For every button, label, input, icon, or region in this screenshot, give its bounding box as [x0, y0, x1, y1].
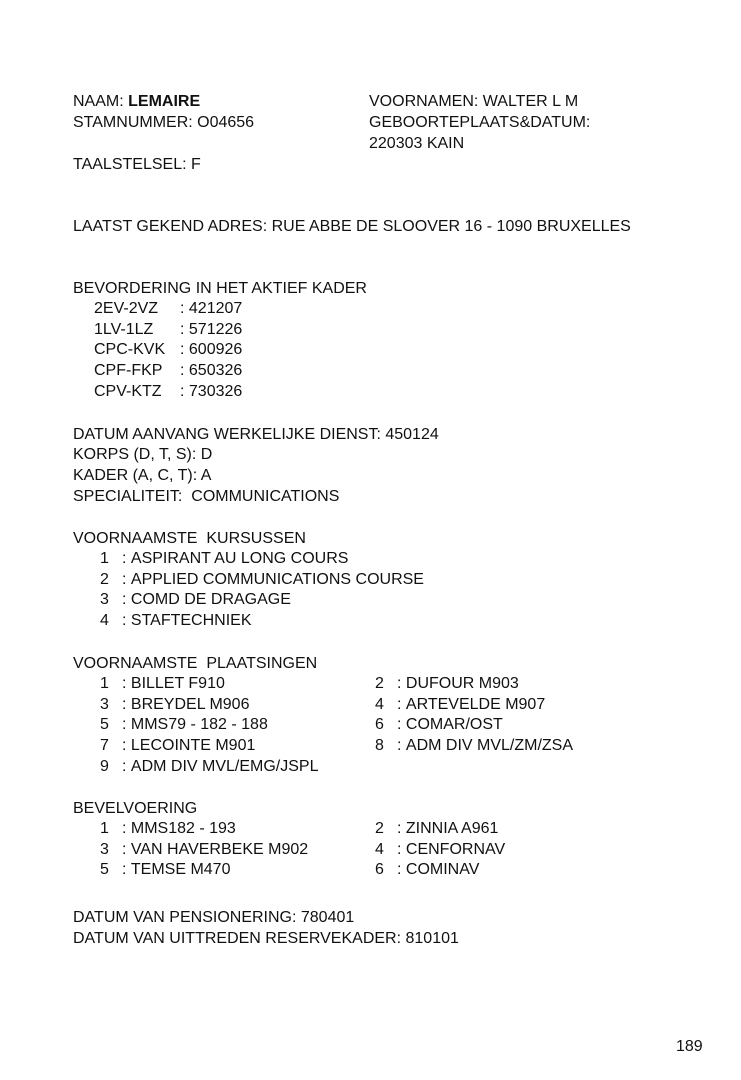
item-text: ADM DIV MVL/ZM/ZSA	[405, 737, 574, 755]
naam-line	[73, 92, 200, 112]
item-number: 4	[100, 612, 109, 630]
specialiteit: SPECIALITEIT: COMMUNICATIONS	[73, 488, 340, 505]
datum-uittreden: DATUM VAN UITTREDEN RESERVEKADER: 810101	[73, 930, 459, 947]
list-item: 1 : MMS182 - 193	[100, 819, 308, 840]
list-item: 1 : ASPIRANT AU LONG COURS	[100, 549, 424, 570]
list-item: 4 : STAFTECHNIEK	[100, 611, 424, 632]
voornamen: VOORNAMEN: WALTER L M	[369, 93, 579, 110]
item-text: COMD DE DRAGAGE	[130, 591, 291, 609]
rank-date: 730326	[188, 382, 243, 400]
item-number: 7	[100, 737, 109, 755]
item-number: 6	[375, 861, 384, 879]
list-item: 5 : TEMSE M470	[100, 860, 308, 881]
rank-code: CPV-KTZ	[94, 382, 162, 400]
geboorte-value: 220303 KAIN	[369, 135, 465, 152]
item-text: APPLIED COMMUNICATIONS COURSE	[130, 570, 424, 588]
item-number: 3	[100, 591, 109, 609]
item-number: 2	[375, 820, 384, 837]
item-text: COMINAV	[405, 861, 480, 879]
bevordering-title: BEVORDERING IN HET AKTIEF KADER	[73, 280, 367, 297]
item-text: VAN HAVERBEKE M902	[130, 840, 309, 858]
item-number: 2	[375, 675, 384, 692]
list-item: 1 : BILLET F910	[100, 674, 318, 695]
item-number: 6	[375, 716, 384, 734]
page-number: 189	[676, 1038, 703, 1055]
bevelvoering-right-list	[375, 819, 505, 881]
item-text: TEMSE M470	[130, 861, 231, 879]
rank-date: 650326	[188, 362, 243, 380]
item-text: ADM DIV MVL/EMG/JSPL	[130, 757, 319, 775]
plaatsingen-right-list	[375, 674, 573, 757]
item-number: 3	[100, 695, 109, 713]
kursussen-list	[100, 549, 424, 632]
kursussen-title: VOORNAAMSTE KURSUSSEN	[73, 530, 306, 547]
list-item: 4 : CENFORNAV	[375, 840, 505, 861]
list-item: 3 : COMD DE DRAGAGE	[100, 590, 424, 611]
bevordering-row: CPF-FKP : 650326	[94, 361, 242, 382]
list-item: 6 : COMAR/OST	[375, 715, 573, 736]
item-text: LECOINTE M901	[130, 737, 256, 755]
rank-code: CPF-FKP	[94, 362, 163, 380]
item-number: 1	[100, 675, 109, 692]
item-text: DUFOUR M903	[405, 675, 519, 692]
rank-code: 2EV-2VZ	[94, 300, 159, 317]
stamnummer: STAMNUMMER: O04656	[73, 114, 255, 131]
bevordering-row: 2EV-2VZ : 421207	[94, 299, 242, 320]
list-item: 2 : DUFOUR M903	[375, 674, 573, 695]
datum-aanvang: DATUM AANVANG WERKELIJKE DIENST: 450124	[73, 426, 439, 443]
item-text: ZINNIA A961	[405, 820, 499, 837]
item-number: 1	[100, 550, 109, 567]
item-text: MMS182 - 193	[130, 820, 236, 837]
list-item: 5 : MMS79 - 182 - 188	[100, 715, 318, 736]
geboorte-label: GEBOORTEPLAATS&DATUM:	[369, 114, 591, 131]
bevelvoering-left-list	[100, 819, 308, 881]
datum-pensionering: DATUM VAN PENSIONERING: 780401	[73, 909, 355, 926]
list-item: 7 : LECOINTE M901	[100, 736, 318, 757]
taalstelsel: TAALSTELSEL: F	[73, 156, 201, 173]
naam-label: NAAM:	[73, 93, 124, 110]
item-number: 8	[375, 737, 384, 755]
list-item: 2 : ZINNIA A961	[375, 819, 505, 840]
list-item: 9 : ADM DIV MVL/EMG/JSPL	[100, 757, 318, 778]
item-number: 3	[100, 840, 109, 858]
list-item: 6 : COMINAV	[375, 860, 505, 881]
item-text: BREYDEL M906	[130, 695, 250, 713]
kader: KADER (A, C, T): A	[73, 467, 212, 484]
item-text: ARTEVELDE M907	[405, 695, 546, 713]
item-number: 1	[100, 820, 109, 837]
naam-value: LEMAIRE	[128, 93, 201, 110]
item-number: 2	[100, 570, 109, 588]
bevordering-list	[94, 299, 242, 403]
bevordering-row: 1LV-1LZ : 571226	[94, 320, 242, 341]
plaatsingen-title: VOORNAAMSTE PLAATSINGEN	[73, 655, 318, 672]
bevordering-row: CPV-KTZ : 730326	[94, 382, 242, 403]
item-number: 5	[100, 716, 109, 734]
list-item: 8 : ADM DIV MVL/ZM/ZSA	[375, 736, 573, 757]
item-number: 5	[100, 861, 109, 879]
item-text: CENFORNAV	[405, 840, 506, 858]
bevelvoering-title: BEVELVOERING	[73, 800, 198, 817]
item-number: 4	[375, 840, 384, 858]
item-text: BILLET F910	[130, 675, 225, 692]
bevordering-row: CPC-KVK : 600926	[94, 340, 242, 361]
item-text: ASPIRANT AU LONG COURS	[130, 550, 349, 567]
rank-code: CPC-KVK	[94, 341, 166, 359]
item-text: STAFTECHNIEK	[130, 612, 252, 630]
item-text: COMAR/OST	[405, 716, 503, 734]
korps: KORPS (D, T, S): D	[73, 446, 213, 463]
item-text: MMS79 - 182 - 188	[130, 716, 268, 734]
item-number: 9	[100, 757, 109, 775]
rank-date: 600926	[188, 341, 243, 359]
item-number: 4	[375, 695, 384, 713]
list-item: 2 : APPLIED COMMUNICATIONS COURSE	[100, 570, 424, 591]
rank-code: 1LV-1LZ	[94, 320, 154, 338]
list-item: 3 : VAN HAVERBEKE M902	[100, 840, 308, 861]
rank-date: 421207	[188, 300, 243, 317]
laatst-gekend-adres: LAATST GEKEND ADRES: RUE ABBE DE SLOOVER 16 - 1090 BRUXELLES	[73, 218, 631, 235]
list-item: 3 : BREYDEL M906	[100, 695, 318, 716]
list-item: 4 : ARTEVELDE M907	[375, 695, 573, 716]
rank-date: 571226	[188, 320, 243, 338]
plaatsingen-left-list	[100, 674, 318, 778]
